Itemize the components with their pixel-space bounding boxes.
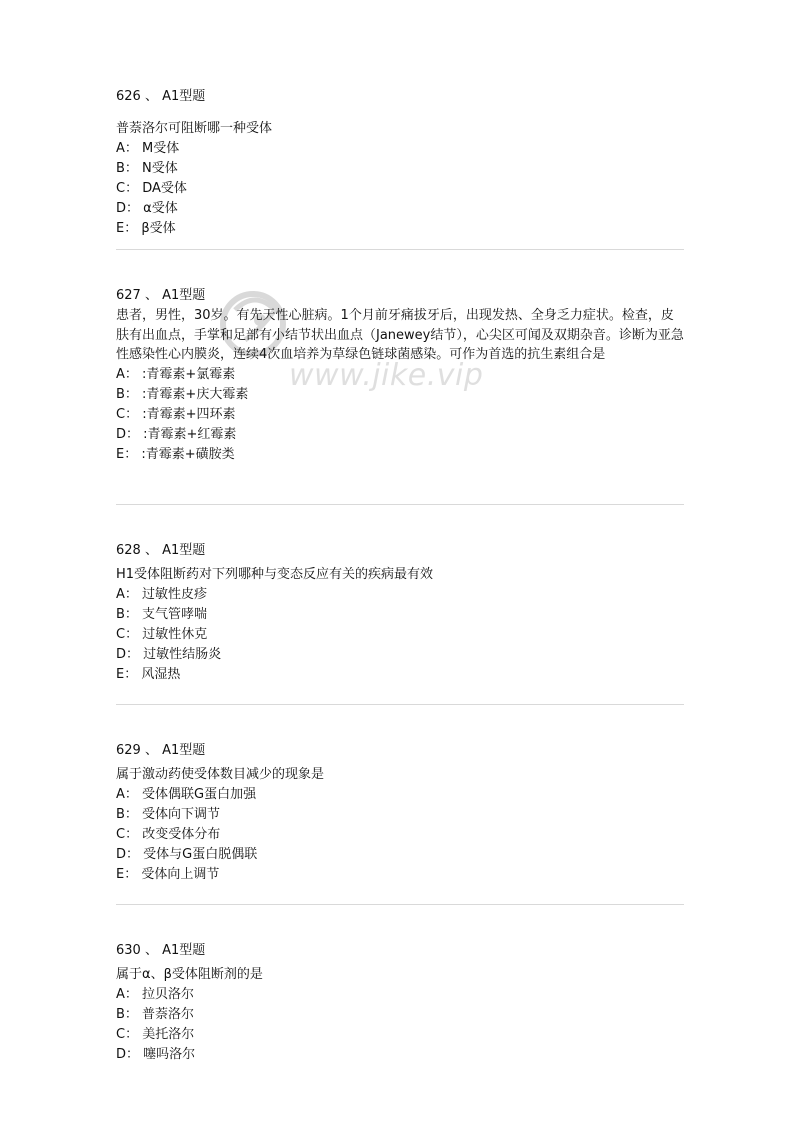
- option-a: A： 受体偶联G蛋白加强: [116, 786, 257, 802]
- option-c: C： 改变受体分布: [116, 826, 221, 842]
- question-stem: 属于α、β受体阻断剂的是: [116, 967, 263, 982]
- option-c: C： :青霉素+四环素: [116, 406, 236, 422]
- option-e: E： 风湿热: [116, 666, 181, 682]
- question-stem: 属于激动药使受体数目减少的现象是: [116, 767, 325, 782]
- question-header: 626 、 A1型题: [116, 89, 206, 104]
- option-b: B： :青霉素+庆大霉素: [116, 386, 249, 402]
- divider: [116, 704, 684, 705]
- option-a: A： M受体: [116, 140, 180, 156]
- divider: [116, 249, 684, 250]
- question-header: 627 、 A1型题: [116, 288, 206, 303]
- option-e: E： β受体: [116, 220, 176, 236]
- option-e: E： :青霉素+磺胺类: [116, 446, 235, 462]
- question-stem: 普萘洛尔可阻断哪一种受体: [116, 121, 273, 136]
- option-d: D： 噻吗洛尔: [116, 1046, 196, 1062]
- option-b: B： N受体: [116, 160, 178, 176]
- watermark-text: www.jike.vip: [289, 358, 484, 393]
- question-626: [116, 87, 686, 239]
- option-a: A： 过敏性皮疹: [116, 586, 208, 602]
- option-c: C： DA受体: [116, 180, 187, 196]
- option-c: C： 过敏性休克: [116, 626, 208, 642]
- question-628: [116, 541, 686, 685]
- question-header: 628 、 A1型题: [116, 543, 206, 558]
- question-629: [116, 741, 686, 885]
- option-d: D： 过敏性结肠炎: [116, 646, 222, 662]
- question-stem: H1受体阻断药对下列哪种与变态反应有关的疾病最有效: [116, 567, 434, 582]
- option-d: D： :青霉素+红霉素: [116, 426, 237, 442]
- option-d: D： 受体与G蛋白脱偶联: [116, 846, 258, 862]
- option-c: C： 美托洛尔: [116, 1026, 195, 1042]
- option-b: B： 受体向下调节: [116, 806, 221, 822]
- question-header: 629 、 A1型题: [116, 743, 206, 758]
- divider: [116, 904, 684, 905]
- option-b: B： 支气管哮喘: [116, 606, 208, 622]
- option-d: D： α受体: [116, 200, 178, 216]
- option-e: E： 受体向上调节: [116, 866, 220, 882]
- question-630: [116, 941, 686, 1065]
- question-header: 630 、 A1型题: [116, 943, 206, 958]
- option-a: A： 拉贝洛尔: [116, 986, 195, 1002]
- question-stem: 患者，男性，30岁。有先天性心脏病。1个月前牙痛拔牙后，出现发热、全身乏力症状。检查，皮肤有出血点，手掌和足部有小结节状出血点（Janewey结节），心尖区可闻及双期杂音。诊断为亚急性感染性心内膜炎，连续4次血培养为草绿色链球菌感染。可作为首选的抗生素组合是: [116, 308, 684, 362]
- option-a: A： :青霉素+氯霉素: [116, 366, 236, 382]
- question-627: [116, 286, 686, 465]
- option-b: B： 普萘洛尔: [116, 1006, 195, 1022]
- divider: [116, 504, 684, 505]
